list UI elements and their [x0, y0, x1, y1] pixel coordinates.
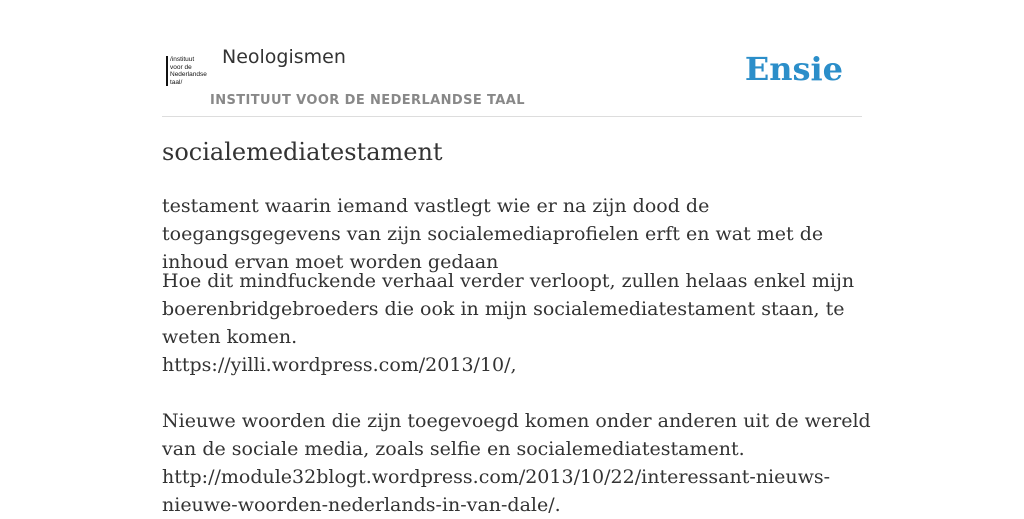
examples	[162, 267, 872, 519]
example-quote: Hoe dit mindfuckende verhaal verder verloopt, zullen helaas enkel mijn boerenbridgebroeders die ook in mijn socialemediatestament staan, te weten komen.	[162, 270, 855, 348]
example-source-link[interactable]: https://yilli.wordpress.com/2013/10/,	[162, 354, 517, 376]
example-source-link[interactable]: http://module32blogt.wordpress.com/2013/10/22/interessant-nieuws-nieuwe-woorden-nederlands-in-van-dale/.	[162, 466, 830, 516]
organization-name: INSTITUUT VOOR DE NEDERLANDSE TAAL	[210, 93, 525, 108]
logo-text: /instituut voor de Nederlandse taal/	[170, 56, 207, 86]
institute-logo[interactable]	[166, 56, 206, 88]
ensie-brand-logo[interactable]: Ensie	[744, 50, 843, 88]
logo-bar	[166, 56, 168, 86]
spacer	[162, 379, 872, 407]
entry-definition: testament waarin iemand vastlegt wie er na zijn dood de toegangsgegevens van zijn socialemediaprofielen erft en wat met de inhoud ervan moet worden gedaan	[162, 195, 824, 273]
site-title[interactable]: Neologismen	[222, 46, 346, 68]
example-quote: Nieuwe woorden die zijn toegevoegd komen onder anderen uit de wereld van de sociale media, zoals selfie en socialemediatestament.	[162, 410, 871, 460]
entry-word: socialemediatestament	[162, 138, 443, 166]
site-header	[162, 40, 862, 117]
